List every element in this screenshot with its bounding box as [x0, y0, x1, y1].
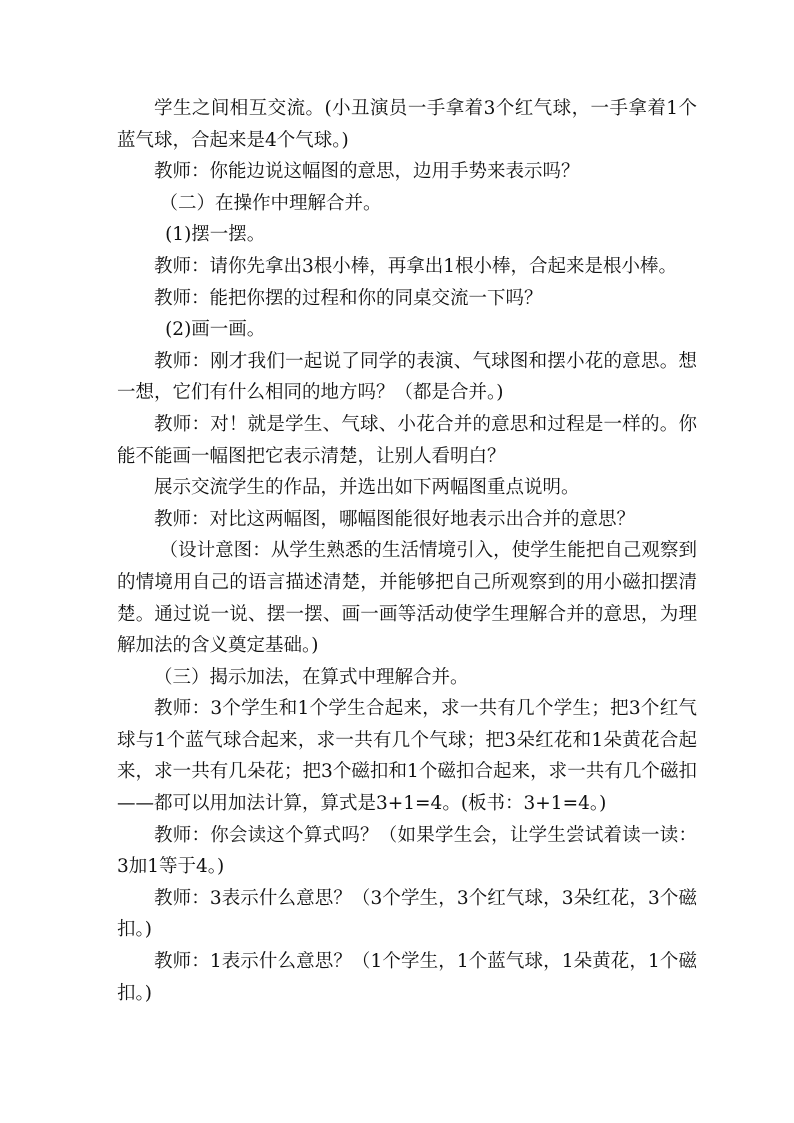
paragraph: 教师：对！就是学生、气球、小花合并的意思和过程是一样的。你能不能画一幅图把它表示清楚，让别人看明白？ [117, 413, 697, 467]
paragraph: 教师：你能边说这幅图的意思，边用手势来表示吗？ [154, 161, 580, 183]
paragraph: 教师：对比这两幅图，哪幅图能很好地表示出合并的意思？ [154, 508, 636, 530]
paragraph: 教师：1表示什么意思？（1个学生，1个蓝气球，1朵黄花，1个磁扣。) [117, 951, 697, 1004]
paragraph: 教师：3个学生和1个学生合起来，求一共有几个学生；把3个红气球与1个蓝气球合起来，求一共有几个气球；把3朵红花和1朵黄花合起来，求一共有几朵花；把3个磁扣和1个磁扣合起来，求一共有几个磁扣——都可以用加法计算，算式是3+1=4。(板书：3+1=4。) [117, 698, 697, 815]
paragraph: 教师：3表示什么意思？（3个学生，3个红气球，3朵红花，3个磁扣。) [117, 887, 697, 941]
paragraph: 教师：请你先拿出3根小棒，再拿出1根小棒，合起来是根小棒。 [154, 255, 678, 277]
document-body [117, 93, 697, 1009]
paragraph: 教师：你会读这个算式吗？（如果学生会，让学生尝试着读一读：3加1等于4。) [117, 824, 697, 878]
paragraph: 教师：能把你摆的过程和你的同桌交流一下吗？ [154, 287, 543, 309]
paragraph: 学生之间相互交流。(小丑演员一手拿着3个红气球，一手拿着1个蓝气球，合起来是4个气球。) [117, 98, 697, 151]
subsection-heading: (1)摆一摆。 [165, 224, 266, 246]
paragraph: 教师：刚才我们一起说了同学的表演、气球图和摆小花的意思。想一想，它们有什么相同的地方吗？（都是合并。) [117, 350, 697, 404]
design-intent-note: （设计意图：从学生熟悉的生活情境引入，使学生能把自己观察到的情境用自己的语言描述清楚，并能够把自己所观察到的用小磁扣摆清楚。通过说一说、摆一摆、画一画等活动使学生理解合并的意思，为理解加法的含义奠定基础。) [117, 540, 697, 657]
section-heading: （二）在操作中理解合并。 [159, 192, 382, 214]
subsection-heading: (2)画一画。 [165, 319, 266, 341]
section-heading: （三）揭示加法，在算式中理解合并。 [154, 666, 469, 688]
paragraph: 展示交流学生的作品，并选出如下两幅图重点说明。 [154, 477, 580, 499]
